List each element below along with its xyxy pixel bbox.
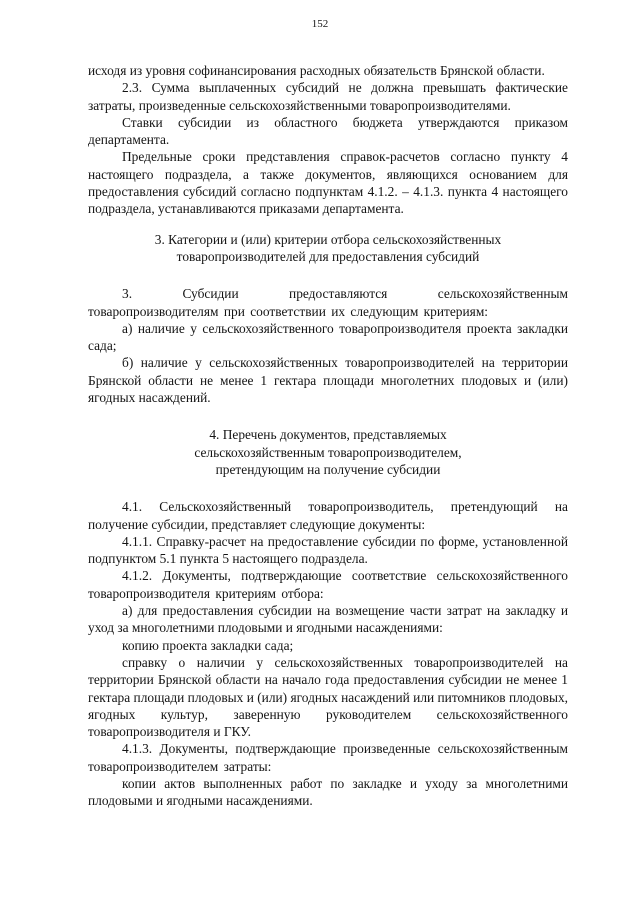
section-heading-4: 4. Перечень документов, представляемых сельскохозяйственным товаропроизводителем, претендующим на получение субсидии bbox=[194, 427, 462, 477]
paragraph-4-1-2: 4.1.2. Документы, подтверждающие соответствие сельскохозяйственного товаропроизводителя критериям отбора: bbox=[88, 568, 568, 601]
paragraph-deadlines: Предельные сроки представления справок-расчетов согласно пункту 4 настоящего подраздела, а также документов, являющихся основанием для предоставления субсидий согласно подпунктам 4.1.2. – 4.1.3. пункта 4 настоящего подраздела, устанавливаются приказами департамента. bbox=[88, 149, 568, 217]
section-heading-3: 3. Категории и (или) критерии отбора сельскохозяйственных товаропроизводителей для предоставления субсидий bbox=[154, 231, 502, 264]
paragraph-criterion-b: б) наличие у сельскохозяйственных товаропроизводителей на территории Брянской области не менее 1 гектара площади многолетних плодовых и (или) ягодных насаждений. bbox=[88, 355, 568, 406]
paragraph-4-1-1: 4.1.1. Справку-расчет на предоставление субсидии по форме, установленной подпунктом 5.1 пункта 5 настоящего подраздела. bbox=[88, 533, 568, 567]
paragraph-item-a: а) для предоставления субсидии на возмещение части затрат на закладку и уход за многолетними плодовыми и ягодными насаждениями: bbox=[88, 603, 568, 636]
paragraph-2-3: 2.3. Сумма выплаченных субсидий не должна превышать фактические затраты, произведенные сельскохозяйственными товаропроизводителями. bbox=[88, 80, 568, 113]
paragraph-certificate: справку о наличии у сельскохозяйственных товаропроизводителей на территории Брянской области на начало года предоставления субсидии не менее 1 гектара площади плодовых и (или) ягодных насаждений или питомников плодовых, ягодных культур, заверенную руководителем сельскохозяйственного товаропроизводителя и ГКУ. bbox=[88, 654, 568, 740]
document-body bbox=[88, 62, 568, 810]
paragraph-criterion-a: а) наличие у сельскохозяйственного товаропроизводителя проекта закладки сада; bbox=[88, 320, 568, 354]
paragraph-copy-project: копию проекта закладки сада; bbox=[122, 637, 294, 653]
paragraph-acts-copies: копии актов выполненных работ по закладке и уходу за многолетними плодовыми и ягодными насаждениями. bbox=[88, 775, 568, 809]
page-number: 152 bbox=[311, 18, 329, 30]
paragraph-cofinancing: исходя из уровня софинансирования расходных обязательств Брянской области. bbox=[88, 63, 545, 78]
paragraph-3: 3. Субсидии предоставляются сельскохозяйственным товаропроизводителям при соответствии их следующим критериям: bbox=[88, 286, 568, 319]
paragraph-4-1-3: 4.1.3. Документы, подтверждающие произведенные сельскохозяйственным товаропроизводителем затраты: bbox=[88, 741, 568, 774]
paragraph-rates: Ставки субсидии из областного бюджета утверждаются приказом департамента. bbox=[88, 114, 568, 148]
paragraph-4-1: 4.1. Сельскохозяйственный товаропроизводитель, претендующий на получение субсидии, представляет следующие документы: bbox=[88, 499, 568, 532]
